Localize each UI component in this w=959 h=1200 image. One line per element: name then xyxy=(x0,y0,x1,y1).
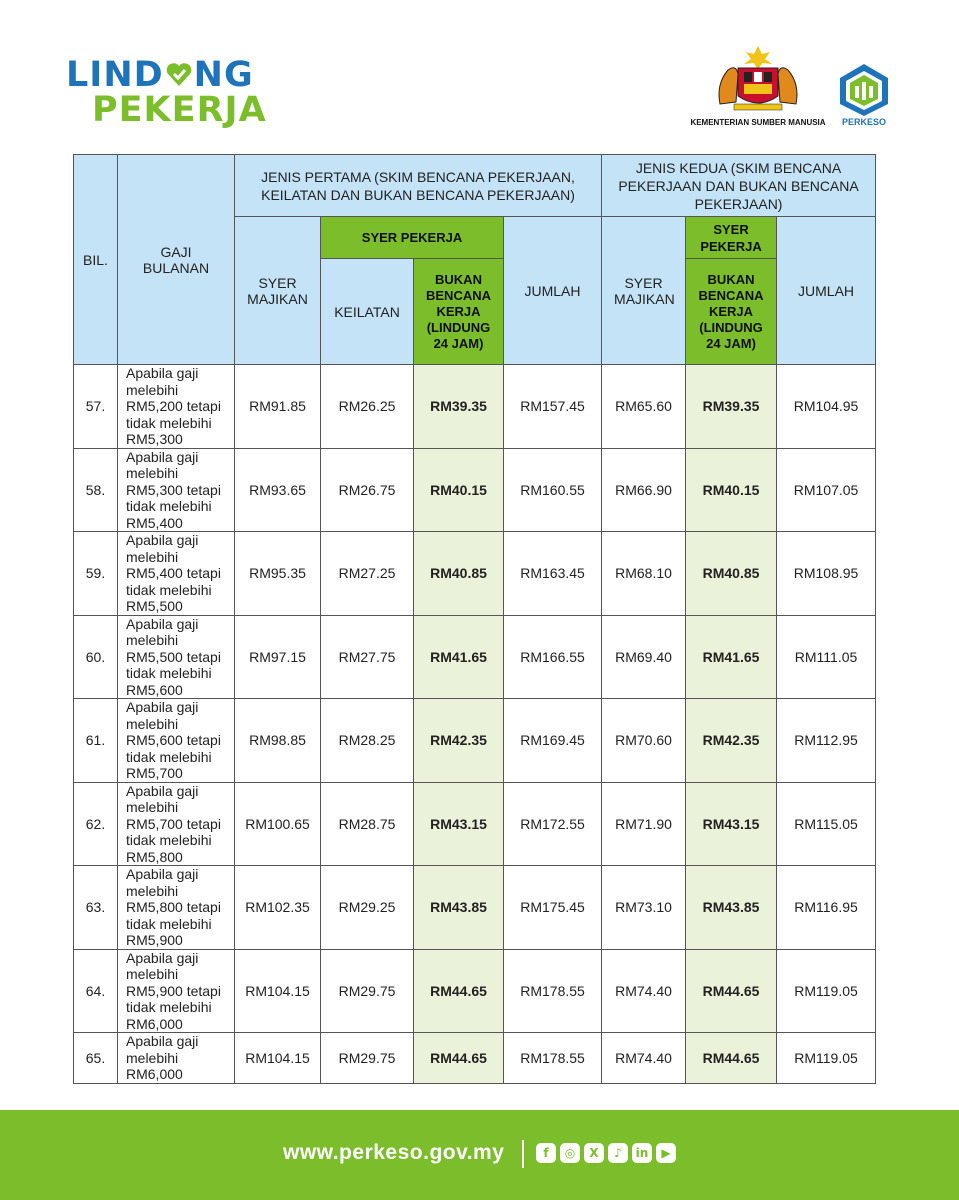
row-bil: 57. xyxy=(74,365,118,449)
row-j2-jumlah: RM115.05 xyxy=(777,782,876,866)
row-j2-majikan: RM70.60 xyxy=(602,699,686,783)
row-j1-majikan: RM93.65 xyxy=(235,448,321,532)
perkeso-label: PERKESO xyxy=(841,117,886,127)
row-j2-jumlah: RM111.05 xyxy=(777,615,876,699)
row-j1-jumlah: RM169.45 xyxy=(504,699,602,783)
youtube-icon[interactable]: ▶ xyxy=(656,1143,676,1163)
row-j2-jumlah: RM108.95 xyxy=(777,532,876,616)
logo-line-2: PEKERJA xyxy=(92,90,267,130)
header-syer-pekerja-1: SYER PEKERJA xyxy=(321,217,504,259)
ministry-label: KEMENTERIAN SUMBER MANUSIA xyxy=(690,118,826,127)
header-bukan-bencana-2: BUKAN BENCANA KERJA (LINDUNG 24 JAM) xyxy=(686,259,777,365)
row-j1-bukan-bencana: RM39.35 xyxy=(414,365,504,449)
lindung-pekerja-logo xyxy=(66,55,267,130)
website-link[interactable]: www.perkeso.gov.my xyxy=(283,1141,505,1164)
header-jumlah-1: JUMLAH xyxy=(504,217,602,365)
row-j1-keilatan: RM28.75 xyxy=(321,782,414,866)
row-bil: 60. xyxy=(74,615,118,699)
header-jumlah-2: JUMLAH xyxy=(777,217,876,365)
row-j2-majikan: RM74.40 xyxy=(602,1033,686,1084)
row-j2-majikan: RM66.90 xyxy=(602,448,686,532)
row-j2-jumlah: RM104.95 xyxy=(777,365,876,449)
row-j1-bukan-bencana: RM42.35 xyxy=(414,699,504,783)
row-bil: 59. xyxy=(74,532,118,616)
row-j1-majikan: RM95.35 xyxy=(235,532,321,616)
row-j1-majikan: RM100.65 xyxy=(235,782,321,866)
row-gaji: Apabila gaji melebihi RM5,500 tetapi tidak melebihi RM5,600 xyxy=(118,615,235,699)
row-j1-keilatan: RM27.75 xyxy=(321,615,414,699)
linkedin-icon[interactable]: in xyxy=(632,1143,652,1163)
header-syer-majikan-1: SYER MAJIKAN xyxy=(235,217,321,365)
row-bil: 65. xyxy=(74,1033,118,1084)
logo-text-ng: NG xyxy=(193,55,254,95)
row-j1-bukan-bencana: RM43.15 xyxy=(414,782,504,866)
row-j1-jumlah: RM163.45 xyxy=(504,532,602,616)
row-j1-bukan-bencana: RM40.85 xyxy=(414,532,504,616)
table-row xyxy=(74,532,876,616)
logo-text-lind: LIND xyxy=(66,55,164,95)
instagram-icon[interactable]: ◎ xyxy=(560,1143,580,1163)
header-jenis-pertama: JENIS PERTAMA (SKIM BENCANA PEKERJAAN, KEILATAN DAN BUKAN BENCANA PEKERJAAN) xyxy=(235,155,602,217)
row-j1-keilatan: RM26.25 xyxy=(321,365,414,449)
row-j2-majikan: RM71.90 xyxy=(602,782,686,866)
coat-of-arms-icon xyxy=(710,44,806,114)
row-j2-bukan-bencana: RM40.15 xyxy=(686,448,777,532)
row-j1-majikan: RM91.85 xyxy=(235,365,321,449)
x-icon[interactable]: X xyxy=(584,1143,604,1163)
row-j1-majikan: RM104.15 xyxy=(235,949,321,1033)
logo-line-1 xyxy=(66,55,267,95)
row-j1-jumlah: RM172.55 xyxy=(504,782,602,866)
row-bil: 63. xyxy=(74,866,118,950)
row-j2-jumlah: RM119.05 xyxy=(777,949,876,1033)
row-j2-majikan: RM74.40 xyxy=(602,949,686,1033)
row-j2-bukan-bencana: RM44.65 xyxy=(686,949,777,1033)
social-icons xyxy=(536,1143,676,1163)
row-j1-majikan: RM104.15 xyxy=(235,1033,321,1084)
footer-bar xyxy=(0,1110,959,1200)
header-keilatan: KEILATAN xyxy=(321,259,414,365)
row-j2-majikan: RM73.10 xyxy=(602,866,686,950)
row-j1-jumlah: RM178.55 xyxy=(504,949,602,1033)
row-gaji: Apabila gaji melebihi RM5,200 tetapi tidak melebihi RM5,300 xyxy=(118,365,235,449)
header-gaji-bulanan: GAJI BULANAN xyxy=(118,155,235,365)
row-j2-bukan-bencana: RM41.65 xyxy=(686,615,777,699)
row-j1-jumlah: RM157.45 xyxy=(504,365,602,449)
row-j2-jumlah: RM107.05 xyxy=(777,448,876,532)
table-row xyxy=(74,866,876,950)
row-j1-bukan-bencana: RM41.65 xyxy=(414,615,504,699)
facebook-icon[interactable]: f xyxy=(536,1143,556,1163)
row-gaji: Apabila gaji melebihi RM5,400 tetapi tidak melebihi RM5,500 xyxy=(118,532,235,616)
row-j1-keilatan: RM28.25 xyxy=(321,699,414,783)
row-j1-jumlah: RM175.45 xyxy=(504,866,602,950)
header-bukan-bencana-1: BUKAN BENCANA KERJA (LINDUNG 24 JAM) xyxy=(414,259,504,365)
row-j1-majikan: RM97.15 xyxy=(235,615,321,699)
row-gaji: Apabila gaji melebihi RM5,700 tetapi tidak melebihi RM5,800 xyxy=(118,782,235,866)
row-bil: 61. xyxy=(74,699,118,783)
row-j2-bukan-bencana: RM40.85 xyxy=(686,532,777,616)
row-j2-majikan: RM65.60 xyxy=(602,365,686,449)
row-j1-bukan-bencana: RM43.85 xyxy=(414,866,504,950)
row-j2-majikan: RM69.40 xyxy=(602,615,686,699)
perkeso-logo-icon xyxy=(836,62,892,118)
row-gaji: Apabila gaji melebihi RM5,900 tetapi tidak melebihi RM6,000 xyxy=(118,949,235,1033)
footer-divider xyxy=(522,1140,524,1168)
table-row xyxy=(74,365,876,449)
row-j2-bukan-bencana: RM43.15 xyxy=(686,782,777,866)
row-j2-bukan-bencana: RM43.85 xyxy=(686,866,777,950)
header-jenis-kedua: JENIS KEDUA (SKIM BENCANA PEKERJAAN DAN BUKAN BENCANA PEKERJAAN) xyxy=(602,155,876,217)
row-j1-bukan-bencana: RM44.65 xyxy=(414,949,504,1033)
row-j1-majikan: RM98.85 xyxy=(235,699,321,783)
row-j1-keilatan: RM29.25 xyxy=(321,866,414,950)
row-j1-keilatan: RM27.25 xyxy=(321,532,414,616)
row-j1-keilatan: RM26.75 xyxy=(321,448,414,532)
row-j1-majikan: RM102.35 xyxy=(235,866,321,950)
table-row xyxy=(74,1033,876,1084)
table-row xyxy=(74,782,876,866)
table-row xyxy=(74,699,876,783)
row-j1-bukan-bencana: RM44.65 xyxy=(414,1033,504,1084)
heart-o-icon xyxy=(164,59,194,89)
row-gaji: Apabila gaji melebihi RM5,300 tetapi tidak melebihi RM5,400 xyxy=(118,448,235,532)
row-bil: 58. xyxy=(74,448,118,532)
row-bil: 64. xyxy=(74,949,118,1033)
row-gaji: Apabila gaji melebihi RM5,800 tetapi tidak melebihi RM5,900 xyxy=(118,866,235,950)
row-bil: 62. xyxy=(74,782,118,866)
row-j1-jumlah: RM178.55 xyxy=(504,1033,602,1084)
header-syer-pekerja-2: SYER PEKERJA xyxy=(686,217,777,259)
row-gaji: Apabila gaji melebihi RM6,000 xyxy=(118,1033,235,1084)
contribution-rates-table xyxy=(73,154,876,1084)
row-j1-keilatan: RM29.75 xyxy=(321,949,414,1033)
tiktok-icon[interactable]: ♪ xyxy=(608,1143,628,1163)
row-j2-bukan-bencana: RM39.35 xyxy=(686,365,777,449)
row-j2-majikan: RM68.10 xyxy=(602,532,686,616)
row-j2-jumlah: RM112.95 xyxy=(777,699,876,783)
row-j2-jumlah: RM116.95 xyxy=(777,866,876,950)
row-j2-bukan-bencana: RM42.35 xyxy=(686,699,777,783)
header-bil: BIL. xyxy=(74,155,118,365)
header-syer-majikan-2: SYER MAJIKAN xyxy=(602,217,686,365)
table-row xyxy=(74,949,876,1033)
row-j1-bukan-bencana: RM40.15 xyxy=(414,448,504,532)
table-row xyxy=(74,448,876,532)
row-j1-jumlah: RM166.55 xyxy=(504,615,602,699)
row-j2-jumlah: RM119.05 xyxy=(777,1033,876,1084)
row-j1-jumlah: RM160.55 xyxy=(504,448,602,532)
row-gaji: Apabila gaji melebihi RM5,600 tetapi tidak melebihi RM5,700 xyxy=(118,699,235,783)
row-j1-keilatan: RM29.75 xyxy=(321,1033,414,1084)
table-row xyxy=(74,615,876,699)
row-j2-bukan-bencana: RM44.65 xyxy=(686,1033,777,1084)
